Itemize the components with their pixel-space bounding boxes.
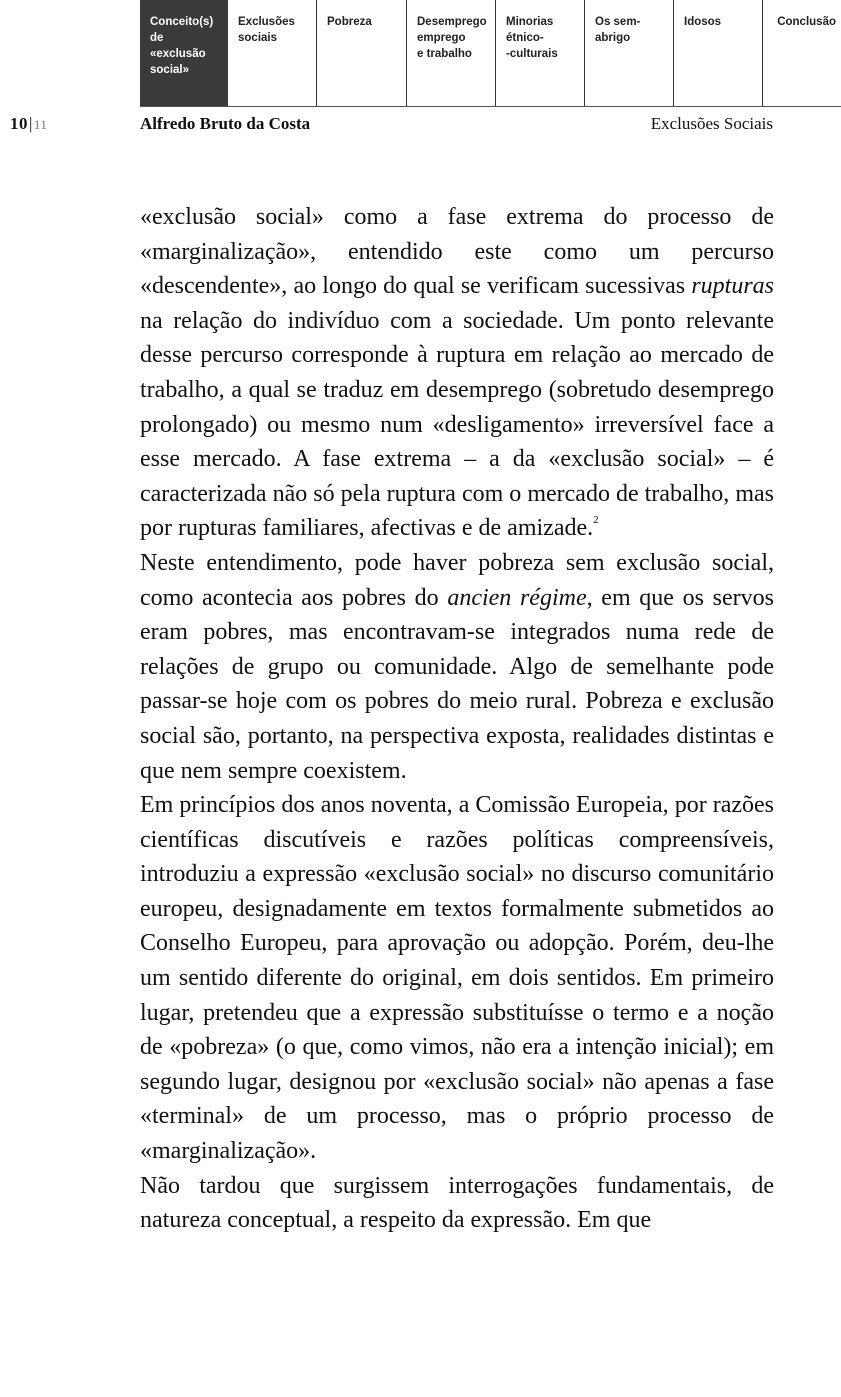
author-name: Alfredo Bruto da Costa [140,114,311,133]
paragraph: Neste entendimento, pode haver pobreza sem exclusão social, como acontecia aos pobres do ancien régime, em que os servos eram pobres, mas encontravam-se integrados numa rede de relações de grupo ou comunidade. Algo de semelhante pode passar-se hoje com os pobres do meio rural. Pobreza e exclusão social são, portanto, na perspectiva exposta, realidades distintas e que nem sempre coexistem. [140,549,774,784]
book-title: Exclusões Sociais [650,114,773,133]
nav-tab[interactable]: Desemprego emprego e trabalho [407,0,496,106]
italic-term: rupturas [691,273,774,300]
italic-term: ancien régime [447,584,587,611]
body-text [140,200,774,1238]
running-header [0,111,841,139]
nav-tab[interactable]: Exclusões sociais [228,0,317,106]
chapter-navigation [140,0,841,106]
footnote-marker[interactable]: 2 [593,514,599,527]
paragraph: Em princípios dos anos noventa, a Comissão Europeia, por razões científicas discutíveis e razões políticas compreensíveis, introduziu a expressão «exclusão social» no discurso comunitário europeu, designadamente em textos formalmente submetidos ao Conselho Europeu, para aprovação ou adopção. Porém, deu-lhe um sentido diferente do original, em dois sentidos. Em primeiro lugar, pretendeu que a expressão substituísse o termo e a noção de «pobreza» (o que, como vimos, não era a intenção inicial); em segundo lugar, designou por «exclusão social» não apenas a fase «terminal» de um processo, mas o próprio processo de «marginalização». [140,792,774,1165]
nav-tab[interactable]: Minorias étnico- -culturais [496,0,585,106]
page-numbers [10,114,47,134]
nav-tab[interactable]: Conclusão [777,16,836,28]
nav-tab[interactable]: Conceito(s) de «exclusão social» [140,0,228,106]
paragraph: «exclusão social» como a fase extrema do processo de «marginalização», entendido este como um percurso «descendente», ao longo do qual se verificam sucessivas rupturas na relação do indivíduo com a sociedade. Um ponto relevante desse percurso corresponde à ruptura em relação ao mercado de trabalho, a qual se traduz em desemprego (sobretudo desemprego prolongado) ou mesmo num «desligamento» irreversível face a esse mercado. A fase extrema – a da «exclusão social» – é caracterizada não só pela ruptura com o mercado de trabalho, mas por rupturas familiares, afectivas e de amizade.$^2$ [140,204,774,542]
nav-tab[interactable]: Pobreza [317,0,407,106]
nav-tab[interactable]: Idosos [674,0,763,106]
page-number-left: 10 [10,114,28,133]
page-number-separator: | [29,114,33,133]
header-rule [140,106,841,107]
page-number-right: 11 [33,117,48,132]
paragraph: Não tardou que surgissem interrogações fundamentais, de natureza conceptual, a respeito da expressão. Em que [140,1172,774,1234]
nav-tab[interactable]: Os sem-abrigo [585,0,674,106]
